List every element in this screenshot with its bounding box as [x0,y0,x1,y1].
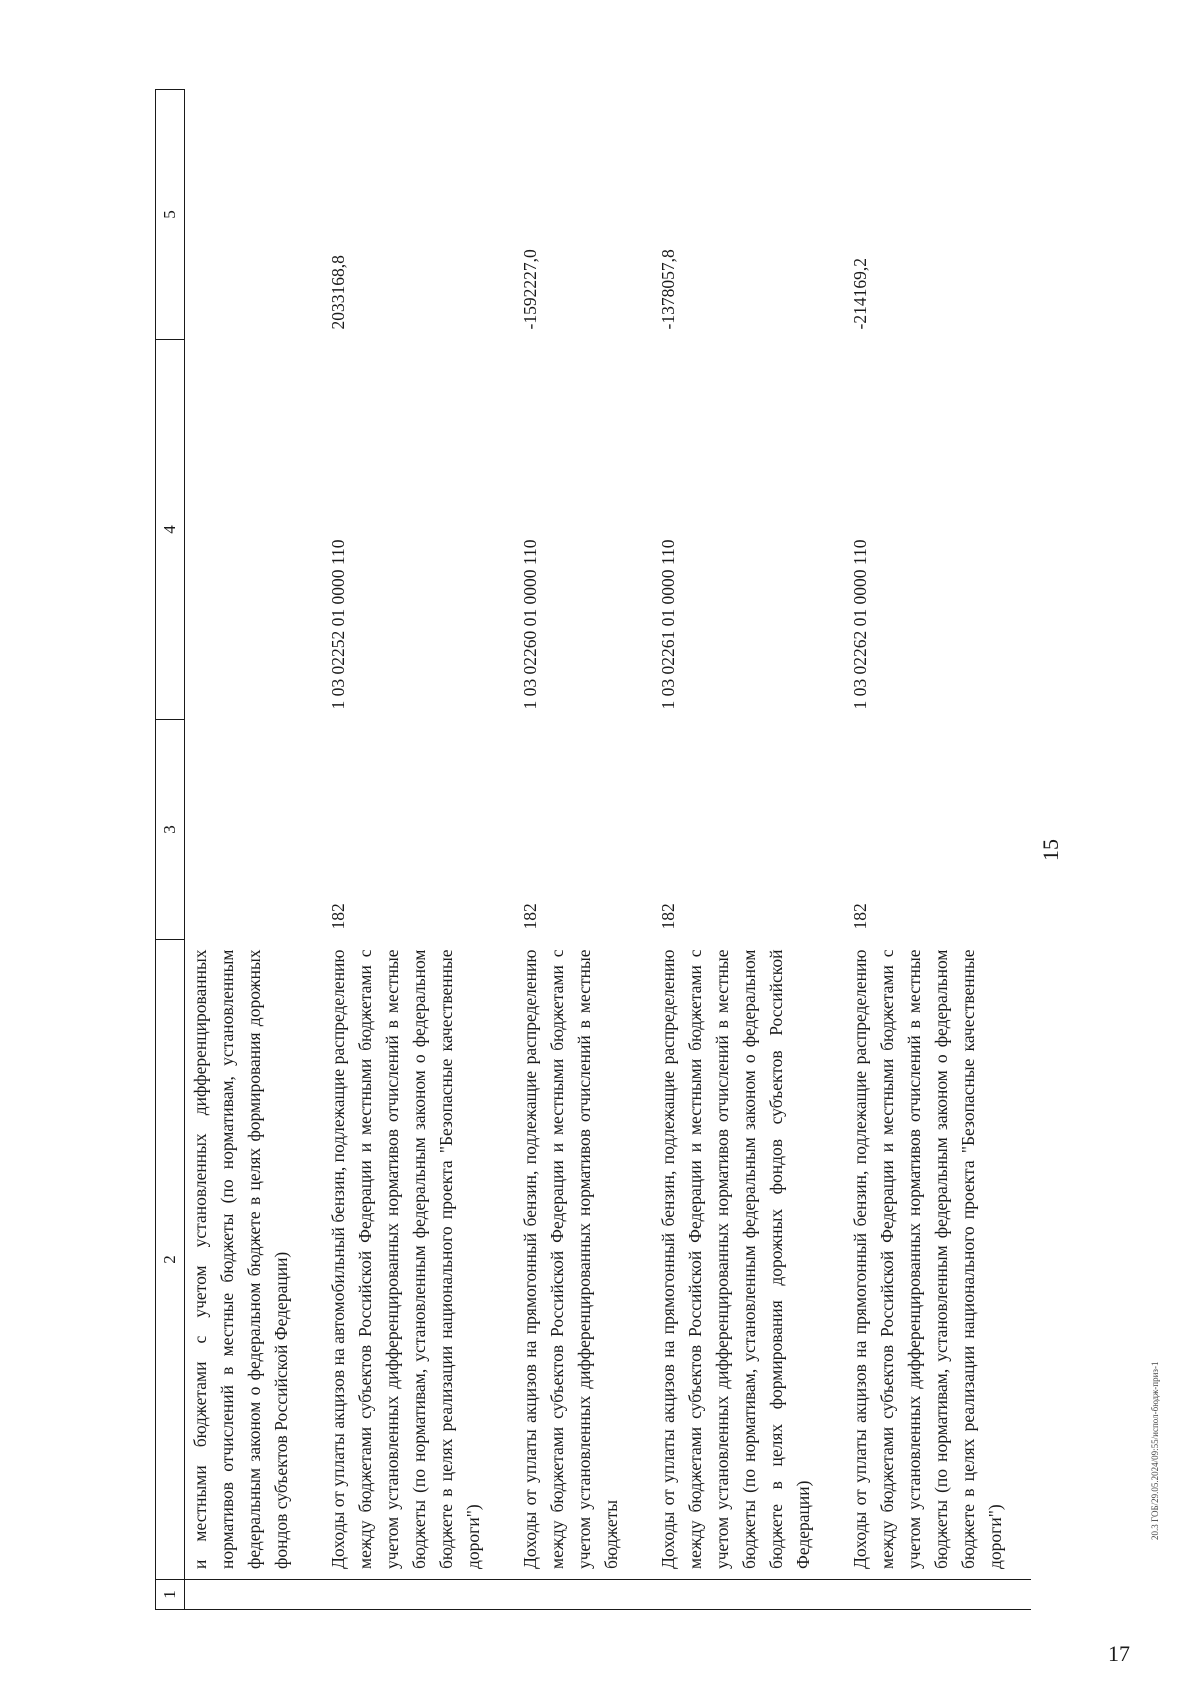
description-cell: и местными бюджетами с учетом установленных дифференцированных нормативов отчислений в местные бюджеты (по нормативам, установленным федеральным законом о федеральном бюджете в целях формирования дорожных фондов субъектов Российской Федерации) [185,940,318,1580]
rotated-sheet [155,90,1105,1610]
row-number-cell [317,1580,509,1610]
page-number: 15 [1038,839,1063,861]
description-cell: Доходы от уплаты акцизов на прямогонный бензин, подлежащие распределению между бюджетами субъектов Российской Федерации и местными бюджетами с учетом установленных дифференцированных нормативов отчислений в местные бюджеты (по нормативам, установленным федеральным законом о федеральном бюджете в целях формирования дорожных фондов субъектов Российской Федерации) [647,940,839,1580]
amount-cell: -214169,2 [850,258,870,330]
header-col-4: 4 [156,340,185,720]
admin-code-cell: 182 [850,903,870,930]
budget-code-cell [185,340,318,720]
amount-cell: 2033168,8 [328,255,348,330]
table-row [839,90,1031,1610]
header-col-1: 1 [156,1580,185,1610]
header-col-5: 5 [156,90,185,340]
amount-cell [185,90,318,340]
admin-code-cell: 182 [328,903,348,930]
row-number-cell [509,1580,647,1610]
table-header-row [156,90,185,1610]
admin-code-cell: 182 [520,903,540,930]
table-row [317,90,509,1610]
description-cell: Доходы от уплаты акцизов на прямогонный бензин, подлежащие распределению между бюджетами субъектов Российской Федерации и местными бюджетами с учетом установленных дифференцированных нормативов отчислений в местные бюджеты (по нормативам, установленным федеральным законом о федеральном бюджете в целях реализации национального проекта "Безопасные качественные дороги") [839,940,1031,1580]
header-col-3: 3 [156,720,185,940]
header-col-2: 2 [156,940,185,1580]
admin-code-cell: 182 [658,903,678,930]
revenue-table [155,89,1031,1610]
table-row [647,90,839,1610]
description-cell: Доходы от уплаты акцизов на прямогонный бензин, подлежащие распределению между бюджетами субъектов Российской Федерации и местными бюджетами с учетом установленных дифференцированных нормативов отчислений в местные бюджеты [509,940,647,1580]
row-number-cell [647,1580,839,1610]
budget-code-cell: 1 03 02252 01 0000 110 [328,539,348,710]
budget-code-cell: 1 03 02262 01 0000 110 [850,539,870,710]
budget-code-cell: 1 03 02260 01 0000 110 [520,539,540,710]
admin-code-cell [185,720,318,940]
budget-code-cell: 1 03 02261 01 0000 110 [658,539,678,710]
table-row [509,90,647,1610]
amount-cell: -1378057,8 [658,249,678,330]
amount-cell: -1592227,0 [520,249,540,330]
row-number-cell [185,1580,318,1610]
row-number-cell [839,1580,1031,1610]
sheet-number: 17 [1108,1641,1130,1666]
footer-document-code: 20.3 ГОБ/29.05.2024/09:55/испол-бюдж-приз-1 [1150,1361,1160,1540]
description-cell: Доходы от уплаты акцизов на автомобильный бензин, подлежащие распределению между бюджетами субъектов Российской Федерации и местными бюджетами с учетом установленных дифференцированных нормативов отчислений в местные бюджеты (по нормативам, установленным федеральным законом о федеральном бюджете в целях реализации национального проекта "Безопасные качественные дороги") [317,940,509,1580]
table-row [185,90,318,1610]
